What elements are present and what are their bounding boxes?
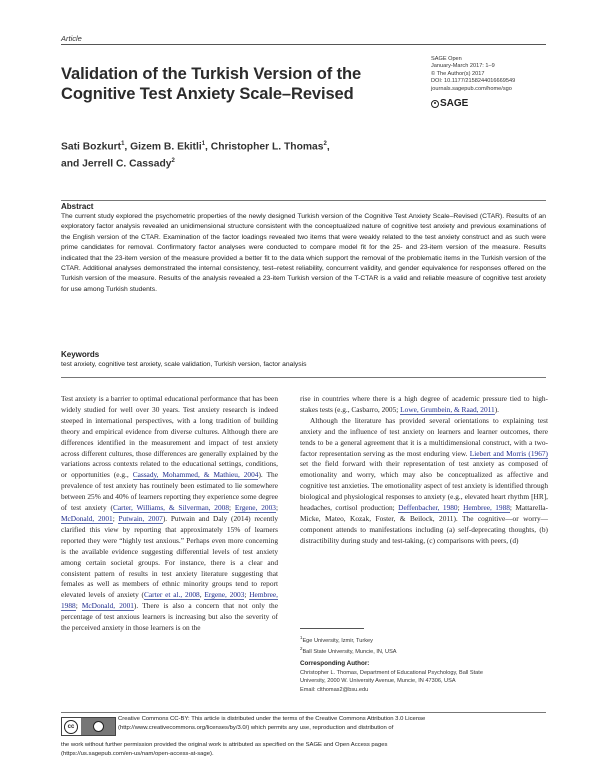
affiliations [300, 634, 548, 657]
body-paragraph [300, 394, 548, 416]
body-text: ). [494, 404, 500, 414]
separator: ; [244, 590, 250, 600]
affiliation-marker: 1 [300, 635, 303, 640]
abstract-text: The current study explored the psychometric properties of the newly designed Turkish version of the Cognitive Test Anxiety Scale–Revised (CTAR). Results of an exploratory factor analysis revealed an unidimensional structure consistent with the conceptualized nature of cognitive test anxiety and previous examinations of the English version of the CTAR. Examination of the factor loadings revealed two items that were weakly related to the test anxiety construct and as such were prime candidates for removal. Confirmatory factor analyses were conducted to compare model fit for the 25- and 23-item version of the measure. Results indicated that the 23-item version of the measure provided a better fit to the data which support the removal of the problematic items in the Turkish version of the CTAR. Additional analyses demonstrated the internal consistency, test–retest reliability, concurrent validity, and gender equivalence for responses offered on the Turkish version of the measure. Results of the analysis revealed a 23-item Turkish version of the T-CTAR is a valid and reliable measure of cognitive test anxiety for use among Turkish students. [61, 213, 546, 293]
citation-link[interactable]: Hembree, 1988 [463, 503, 510, 513]
separator: ; [75, 601, 82, 611]
author-name: Gizem B. Ekitli [130, 141, 202, 153]
body-text: Although the literature has provided several orientations to explaining test anxiety and the influence of test anxiety on learners and learner outcomes, there tends to be a general agreement that it is a multidimensional construct, with a two-factor representation serving as the most enduring view. [300, 415, 548, 458]
citation-link[interactable]: Putwain, 2007 [118, 513, 163, 523]
abstract-heading: Abstract [61, 202, 94, 211]
affiliation-marker: 1 [121, 141, 125, 147]
affiliation-text: Ege University, Izmir, Turkey [302, 637, 373, 644]
license-text-continued [61, 741, 548, 758]
journal-copyright: © The Author(s) 2017 [431, 70, 485, 77]
keywords-text: test anxiety, cognitive test anxiety, scale validation, Turkish version, factor analysis [61, 361, 307, 368]
paper-title: Validation of the Turkish Version of the Cognitive Test Anxiety Scale–Revised [61, 65, 362, 103]
corresponding-author-heading: Corresponding Author: [300, 660, 370, 667]
author-list: Sati Bozkurt$^1$, Gizem B. Ekitli$^1$, Christopher L. Thomas$^2$, and Jerrell C. Cassady$^2$ [61, 141, 330, 170]
affiliation [300, 634, 548, 645]
sage-logo-icon [431, 100, 439, 108]
separator: ; [229, 503, 235, 513]
corresponding-author-email[interactable]: Email: clthomas2@bsu.edu [300, 686, 369, 693]
license-divider [61, 712, 546, 713]
body-text: ). Putwain and Daly (2014) recently clarified this view by reporting that approximately 15% of learners reported they were “highly test anxious.” Perhaps even more concerning is the available evidence suggesting differential levels of test anxiety among certain societal groups. For instance, there is a clear and consistent pattern of results in test anxiety literature suggesting that females as well as members of ethnic minority groups tend to report elevated levels of anxiety ( [61, 513, 278, 600]
separator: ; [457, 503, 464, 513]
license-line: Creative Commons CC-BY: This article is distributed under the terms of the Creative Commons Attribution 3.0 License [118, 716, 426, 722]
affiliation-marker: 2 [323, 141, 327, 147]
sage-logo-text: SAGE [440, 98, 469, 109]
license-text [118, 715, 548, 732]
affiliation-text: Ball State University, Muncie, IN, USA [302, 649, 397, 656]
citation-link[interactable]: Liebert and Morris (1967) [469, 448, 548, 458]
citation-link[interactable]: Carter et al., 2008 [144, 590, 200, 600]
top-divider [61, 44, 546, 45]
journal-doi[interactable]: DOI: 10.1177/2158244016669549 [431, 78, 516, 85]
corresponding-author-details [300, 669, 550, 694]
keywords-divider [61, 377, 546, 378]
affiliation [300, 645, 548, 656]
body-column-right [300, 394, 548, 547]
author-name: Christopher L. Thomas [210, 141, 324, 153]
body-text: rise in countries where there is a high degree of academic pressure tied to high-stakes tests (e.g., Casbarro, 2005; [300, 394, 548, 414]
citation-link[interactable]: McDonald, 2001 [61, 513, 113, 523]
affiliation-marker: 2 [300, 646, 303, 652]
author-name: and Jerrell C. Cassady [61, 158, 172, 170]
body-paragraph [300, 416, 548, 547]
corresponding-author-line: University, 2000 W. University Avenue, Muncie, IN 47306, USA [300, 678, 456, 685]
attribution-person-icon [93, 721, 104, 732]
citation-link[interactable]: Deffenbacher, 1980 [398, 503, 458, 513]
sage-logo [431, 98, 468, 109]
affiliation-marker: 1 [201, 141, 206, 147]
license-line: (https://us.sagepub.com/en-us/nam/open-access-at-sage). [61, 750, 214, 757]
body-text: ; Mattarella-Micke, Mateo, Kozak, Foster, & Beilock, 2011). The cognitive—or worry—component attends to manifestations including (a) self-deprecating thoughts, (b) distractibility during study and test-taking, (c) comparisons with peers, (d) [300, 503, 548, 545]
citation-link[interactable]: Hembree, 1988 [61, 590, 278, 611]
affiliation-marker: 2 [171, 158, 175, 165]
license-line: (http://www.creativecommons.org/licenses/by/3.0/) which permits any use, reproduction and distribution of [118, 724, 394, 731]
footnote-divider [300, 628, 364, 629]
citation-link[interactable]: Ergene, 2003 [234, 503, 276, 513]
body-text: Test anxiety is a barrier to optimal educational performance that has been widely studied for well over 30 years. Test anxiety research is indeed steeped in international perspectives, with a long tradition of building theory and empirical evidence from diverse cultures. Although there are differences identified in the measurement and impact of test anxiety across different cultures, those differences are generally explained by the variations across contexts related to the educational settings, conditions, or opportunities (e.g., [61, 394, 278, 480]
citation-link[interactable]: Ergene, 2003 [204, 590, 245, 600]
citation-link[interactable]: McDonald, 2001 [81, 601, 134, 611]
body-column-left [61, 394, 278, 634]
license-line: the work without further permission provided the original work is attributed as specified on the SAGE and Open Access pages [61, 742, 388, 748]
keywords-heading: Keywords [61, 350, 100, 359]
abstract-divider [61, 200, 546, 201]
body-text: ). The prevalence of test anxiety has routinely been estimated to lie somewhere between 25% and 40% of learners reporting they experience some degree of test anxiety ( [61, 470, 278, 513]
journal-url[interactable]: journals.sagepub.com/home/sgo [431, 85, 512, 92]
corresponding-author-line: Christopher L. Thomas, Department of Educational Psychology, Ball State [300, 670, 483, 676]
journal-issue: January-March 2017: 1–9 [431, 63, 495, 70]
cc-by-strip [81, 718, 115, 735]
body-text: set the field forward with their representation of test anxiety as composed of emotionality and worry, which may also be conceptualized as affective and cognitive test anxieties. The emotionality aspect of test anxiety is identified through biological and physiological responses to anxiety (e.g., elevated heart rhythm [HR], headaches, cortisol production; [300, 459, 548, 513]
separator: ; [275, 503, 278, 513]
author-name: Sati Bozkurt [61, 141, 122, 153]
body-text: ). There is also a concern that not only the percentage of test anxious learners is increasing but also the severity of the perceived anxiety in those learners is on the [61, 601, 278, 633]
article-type-label: Article [61, 34, 82, 43]
journal-metadata [431, 56, 561, 93]
citation-link[interactable]: Cassady, Mohammed, & Mathieu, 2004 [132, 470, 259, 480]
journal-name: SAGE Open [431, 56, 462, 62]
cc-by-badge [61, 717, 116, 736]
separator: , [199, 590, 205, 600]
citation-link[interactable]: Carter, Williams, & Silverman, 2008 [112, 503, 229, 513]
citation-link[interactable]: Lowe, Grumbein, & Raad, 2011 [400, 404, 495, 414]
creative-commons-icon: cc [64, 720, 78, 734]
separator: ; [112, 513, 119, 523]
